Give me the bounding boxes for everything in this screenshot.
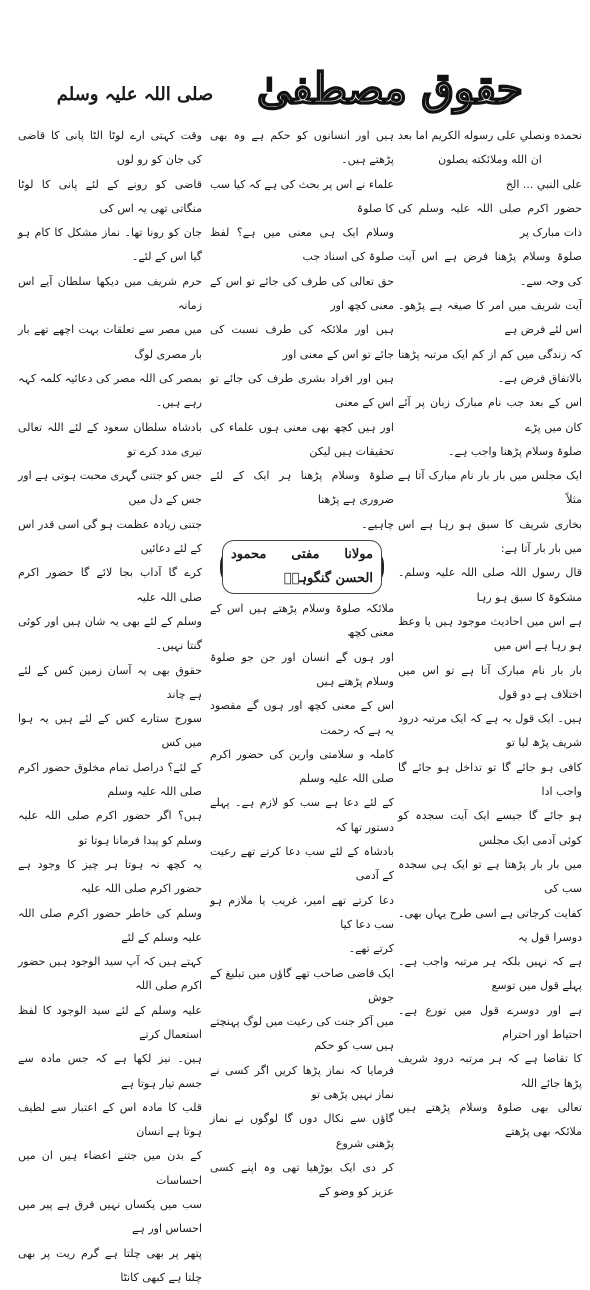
page-subtitle: صلی اللہ علیہ وسلم (56, 84, 214, 105)
text-line: فرمایا کہ نماز پڑھا کریں اگر کسی نے نماز نہیں پڑھی تو (210, 1063, 394, 1101)
text-line: آیت شریف میں امر کا صیغہ ہے پڑھو۔ اس لئے فرض ہے (398, 299, 582, 337)
text-line: ہے کہ نہیں بلکہ ہر مرتبہ واجب ہے۔ پہلے قول میں توسع (398, 955, 582, 993)
text-line: اور ہیں کچھ بھی معنی ہوں علماء کی تحقیقات ہیں لیکن (210, 420, 394, 458)
text-line: سب میں یکساں نہیں فرق ہے پیر میں احساس اور ہے (18, 1198, 202, 1236)
text-line: ایک قاضی صاحب تھے گاؤں میں تبلیغ کے جوش (210, 966, 394, 1004)
text-line: بادشاہ کے لئے سب دعا کرتے تھے رعیت کے آدمی (210, 845, 394, 883)
text-line: میں بار بار پڑھتا ہے تو ایک ہی سجدہ سب کی (398, 857, 582, 896)
text-line: ہو جائے گا جیسے ایک آیت سجدہ کو کوئی آدمی ایک مجلس (398, 809, 582, 847)
text-line: حق تعالی کی طرف کی جائے تو اس کے معنی کچھ اور (210, 274, 394, 313)
text-line: گاؤں سے نکال دوں گا لوگوں نے نماز پڑھنی شروع (210, 1112, 394, 1150)
text-line: قلب کا مادہ اس کے اعتبار سے لطیف ہوتا ہے انسان (18, 1100, 202, 1139)
text-line: بمصر کی اللہ مصر کی دعائیہ کلمہ کہہ رہے ہیں۔ (18, 371, 202, 410)
text-line: جس کو جتنی گہری محبت ہوتی ہے اور جس کے دل میں (18, 469, 202, 507)
opening-line: نحمده ونصلي على رسوله الكريم اما بعد (398, 129, 582, 142)
text-line: صلوۃ وسلام پڑھنا فرض ہے اس آیت کی وجہ سے۔ (398, 250, 582, 288)
text-line: ہیں؟ اگر حضور اکرم صلی اللہ علیہ وسلم کو پیدا فرمانا ہوتا تو (18, 809, 202, 847)
text-line: حقوق بھی یہ آسان زمین کس کے لئے ہے چاند (18, 663, 202, 701)
text-line: کرے گا آداب بجا لائے گا حضور اکرم صلی اللہ علیہ (18, 566, 202, 604)
text-line: ہیں اور ملائکہ کی طرف نسبت کی جائے تو اس کے معنی اور (210, 323, 394, 361)
text-line: وسلام ایک ہی معنی میں ہے؟ لفظ صلوۃ کی اسناد جب (210, 226, 394, 264)
text-line: وقت کہتی ارے لوٹا الٹا پانی کا قاضی کی جان کو رو لوں (18, 129, 202, 167)
text-line: یہ کچھ نہ ہوتا ہر چیز کا وجود ہے حضور اکرم صلی اللہ علیہ (18, 857, 202, 896)
text-line: اور ہوں گے انسان اور جن جو صلوۃ وسلام پڑھتے ہیں (210, 650, 394, 688)
text-line: کے لئے دعا ہے سب کو لازم ہے۔ پہلے دستور تھا کہ (210, 796, 394, 834)
text-line: اس کے بعد جب نام مبارک زبان پر آئے کان میں پڑے (398, 396, 582, 434)
header (0, 0, 590, 118)
text-line: علیہ وسلم کے لئے سید الوجود کا لفظ استعمال کرتے (18, 1003, 202, 1041)
text-line: کہ زندگی میں کم از کم ایک مرتبہ پڑھنا بالاتفاق فرض ہے۔ (398, 347, 582, 385)
text-line: صلوۃ وسلام پڑھنا واجب ہے۔ (448, 444, 582, 458)
text-line: قال رسول اللہ صلی اللہ علیہ وسلم۔ مشکوۃ کا سبق ہو رہا (398, 566, 582, 604)
column-right (398, 124, 582, 1144)
verse-line: ان الله وملائكته يصلون (438, 153, 542, 167)
text-line: میں مصر سے تعلقات بہت اچھے تھے بار بار مصری لوگ (18, 323, 202, 361)
text-line: ایک مجلس میں بار بار نام مبارک آتا ہے مثلاً (398, 469, 582, 507)
text-line: صلوۃ وسلام پڑھنا ہر ایک کے لئے ضروری ہے پڑھنا (210, 469, 394, 507)
text-line: کرتے تھے۔ (348, 942, 394, 956)
text-line: اس کے معنی کچھ اور ہوں گے مقصود یہ ہے کہ رحمت (210, 699, 394, 737)
text-line: کے لئے؟ دراصل تمام مخلوق حضور اکرم صلی اللہ علیہ وسلم (18, 760, 202, 799)
text-line: ہیں۔ نیز لکھا ہے کہ جس مادہ سے جسم تیار ہوتا ہے (18, 1052, 202, 1090)
text-line: حرم شریف میں دیکھا سلطان آیے اس زمانہ (18, 274, 202, 313)
verse-line: على النبي ... الخ (505, 177, 582, 191)
text-line: میں آکر جنت کی رعیت میں لوگ پہنچتے ہیں سب کو حکم (210, 1015, 394, 1053)
column-left (18, 124, 202, 1290)
text-line: دعا کرتے تھے امیر، غریب یا ملازم ہو سب دعا کیا (210, 893, 394, 931)
text-line: ملائکہ صلوۃ وسلام پڑھتے ہیں اس کے معنی کچھ (210, 602, 394, 640)
text-line: ہیں اور افراد بشری طرف کی جائے تو اس کے معنی (210, 371, 394, 410)
text-line: بادشاہ سلطان سعود کے لئے اللہ تعالی تیری مدد کرے تو (18, 420, 202, 458)
text-line: جتنی زیادہ عظمت ہو گی اسی قدر اس کے لئے دعائیں (18, 517, 202, 556)
text-line: کا تقاضا ہے کہ ہر مرتبہ درود شریف پڑھا جائے اللہ (398, 1052, 582, 1090)
text-line: ہے اور دوسرے قول میں تورع ہے۔ احتیاط اور احترام (398, 1003, 582, 1041)
text-line: علماء نے اس پر بحث کی ہے کہ کیا سب کا صلوۃ (210, 177, 394, 215)
column-middle (210, 124, 394, 1204)
text-line: ہیں۔ ایک قول یہ ہے کہ ایک مرتبہ درود شریف پڑھ لیا تو (398, 712, 582, 750)
text-line: کاملہ و سلامتی وارین کی حضور اکرم صلی اللہ علیہ وسلم (210, 747, 394, 786)
text-line: ہیں اور انسانوں کو حکم ہے وہ بھی پڑھتے ہیں۔ (210, 129, 394, 167)
text-line: قاضی کو رونے کے لئے پانی کا لوٹا منگاتی تھی یہ اس کی (18, 177, 202, 215)
text-line: تعالی بھی صلوۃ وسلام پڑھتے ہیں ملائکہ بھی پڑھتے (398, 1100, 582, 1139)
text-line: کہتے ہیں کہ آپ سید الوجود ہیں حضور اکرم صلی اللہ (18, 955, 202, 993)
author-box (220, 545, 384, 589)
text-line: کفایت کرجاتی ہے اسی طرح یہاں بھی۔ دوسرا قول یہ (398, 906, 582, 944)
text-line: پتھر پر بھی چلتا ہے گرم ریت پر بھی چلتا ہے کبھی کانٹا (18, 1246, 202, 1284)
text-line: ہے اس میں احادیث موجود ہیں یا وعظ ہو رہا ہے اس میں (398, 614, 582, 653)
text-line: چاہیے۔ (361, 517, 394, 531)
text-line: جان کو رونا تھا۔ نماز مشکل کا کام ہو گیا اس کے لئے۔ (18, 226, 202, 264)
text-line: کر دی ایک بوڑھیا تھی وہ اپنے کسی عزیز کو وضو کے (210, 1160, 394, 1199)
author-name: مولانا مفتی محمود الحسن گنگوہیؒ (222, 540, 382, 595)
text-line: وسلم کے لئے بھی یہ شان ہیں اور کوئی گنتا نہیں۔ (18, 614, 202, 653)
text-line: حضور اکرم صلی اللہ علیہ وسلم کی ذات مبارک پر (398, 201, 582, 240)
text-line: وسلم کی خاطر حضور اکرم صلی اللہ علیہ وسلم کے لئے (18, 906, 202, 944)
text-line: کافی ہو جائے گا تو تداخل ہو جائے گا واجب ادا (398, 760, 582, 799)
text-line: بار بار نام مبارک آتا ہے تو اس میں اختلاف ہے دو قول (398, 663, 582, 701)
text-line: کے بدن میں جتنے اعضاء ہیں ان میں احساسات (18, 1149, 202, 1187)
page-title: حقوق مصطفیٰ (257, 64, 523, 113)
text-line: سورج ستارے کس کے لئے ہیں یہ ہوا میں کس (18, 712, 202, 750)
text-line: بخاری شریف کا سبق ہو رہا ہے اس میں بار بار آتا ہے: (398, 517, 582, 556)
